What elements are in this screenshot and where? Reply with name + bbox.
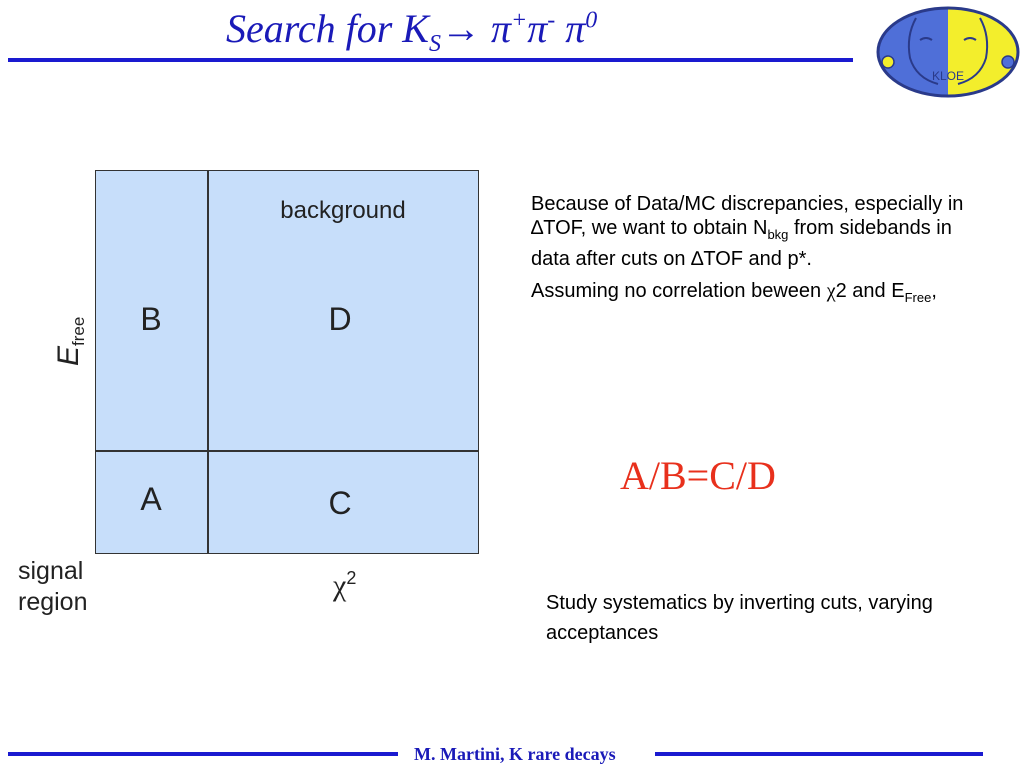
title-pi-plus: π bbox=[480, 6, 511, 51]
cell-b-label: B bbox=[140, 301, 162, 337]
x-axis-sup: 2 bbox=[346, 568, 357, 588]
cell-d-label: D bbox=[328, 301, 352, 337]
cell-background-label: background bbox=[280, 197, 406, 224]
footer-rule-right bbox=[655, 752, 983, 756]
title-subscript: S bbox=[428, 31, 441, 57]
abcd-region-diagram bbox=[95, 170, 479, 554]
delta-symbol: ∆ bbox=[691, 248, 704, 270]
title-pi-minus: π bbox=[527, 6, 548, 51]
title-pi-zero: π bbox=[555, 6, 586, 51]
title-sup-minus: - bbox=[547, 7, 556, 34]
title-text: Search for K bbox=[226, 6, 429, 51]
y-axis-label bbox=[20, 300, 100, 380]
signal-region-label bbox=[18, 556, 88, 618]
x-axis-label bbox=[333, 568, 356, 603]
x-axis-chi: χ bbox=[333, 569, 347, 602]
signal-label-line2: region bbox=[18, 588, 88, 616]
e-free-subscript: Free bbox=[904, 290, 932, 305]
title-underline bbox=[8, 58, 853, 62]
y-axis-label-sub: free bbox=[69, 316, 88, 346]
delta-symbol: ∆ bbox=[531, 217, 544, 239]
explanation-paragraph-2: Assuming no correlation beween χ2 and $E_{Free}$, bbox=[531, 280, 937, 305]
footer-text: M. Martini, K rare decays bbox=[414, 744, 616, 764]
abcd-formula: A/B=C/D bbox=[620, 453, 776, 498]
title-sup-zero: 0 bbox=[585, 7, 598, 34]
title-arrow: → bbox=[440, 6, 481, 51]
y-axis-label-main: E bbox=[52, 345, 85, 366]
title-sup-plus: + bbox=[511, 7, 528, 34]
cell-c-label: C bbox=[328, 485, 352, 521]
explanation-paragraph-1: Because of Data/MC discrepancies, especially in ∆TOF, we want to obtain $N_{bkg}$ from sidebands in data after cuts on ∆TOF and p*. bbox=[531, 193, 964, 270]
footer-rule-left bbox=[8, 752, 398, 756]
svg-text:Efree bbox=[52, 317, 88, 366]
systematics-text: Study systematics by inverting cuts, varying acceptances bbox=[546, 592, 933, 644]
cell-a-label: A bbox=[140, 481, 162, 517]
logo-lettering: KLOE bbox=[931, 69, 965, 83]
signal-label-line1: signal bbox=[18, 557, 84, 585]
chi-symbol: χ bbox=[826, 280, 836, 302]
explanation-text bbox=[531, 192, 991, 318]
slide-title bbox=[226, 4, 598, 57]
n-bkg-subscript: bkg bbox=[767, 227, 789, 242]
kloe-logo-icon bbox=[876, 6, 1020, 98]
